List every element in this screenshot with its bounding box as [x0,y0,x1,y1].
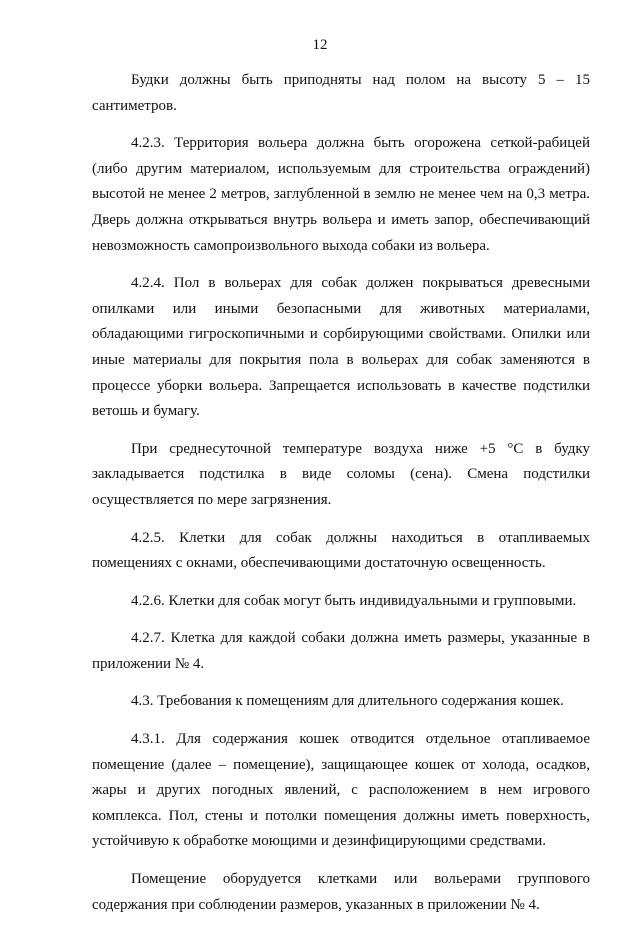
paragraph-4-2-7: 4.2.7. Клетка для каждой собаки должна иметь размеры, указанные в приложении № 4. [92,630,590,672]
document-body [92,68,590,930]
paragraph-4-2-4: 4.2.4. Пол в вольерах для собак должен покрываться древесными опилками или иными безопасными для животных материалами, обладающими гигроскопичными и сорбирующими свойствами. Опилки или иные материалы для покрытия пола в вольерах для собак заменяются в процессе уборки вольера. Запрещается использовать в качестве подстилки ветошь и бумагу. [92,275,590,420]
paragraph-kennels-height: Будки должны быть приподняты над полом на высоту 5 – 15 сантиметров. [92,72,590,114]
paragraph-4-2-3: 4.2.3. Территория вольера должна быть огорожена сеткой-рабицей (либо другим материалом, используемым для строительства ограждений) высотой не менее 2 метров, заглубленной в землю не менее чем на 0,3 метра. Дверь должна открываться внутрь вольера и иметь запор, обеспечивающий невозможность самопроизвольного выхода собаки из вольера. [92,135,590,254]
paragraph-bedding-temperature: При среднесуточной температуре воздуха ниже +5 °С в будку закладывается подстилка в виде соломы (сена). Смена подстилки осуществляется по мере загрязнения. [92,440,590,508]
paragraph-4-3-1: 4.3.1. Для содержания кошек отводится отдельное отапливаемое помещение (далее – помещение), защищающее кошек от холода, осадков, жары и других погодных явлений, с расположением в нем игрового комплекса. Пол, стены и потолки помещения должны иметь поверхность, устойчивую к обработке моющими и дезинфицирующими средствами. [92,731,590,850]
paragraph-cat-room-equipment: Помещение оборудуется клетками или вольерами группового содержания при соблюдении размеров, указанных в приложении № 4. [92,871,590,913]
page-number: 12 [312,37,328,53]
paragraph-4-2-5: 4.2.5. Клетки для собак должны находиться в отапливаемых помещениях с окнами, обеспечивающими достаточную освещенность. [92,529,590,572]
paragraph-4-2-6: 4.2.6. Клетки для собак могут быть индивидуальными и групповыми. [131,592,577,609]
paragraph-4-3: 4.3. Требования к помещениям для длительного содержания кошек. [131,693,564,710]
